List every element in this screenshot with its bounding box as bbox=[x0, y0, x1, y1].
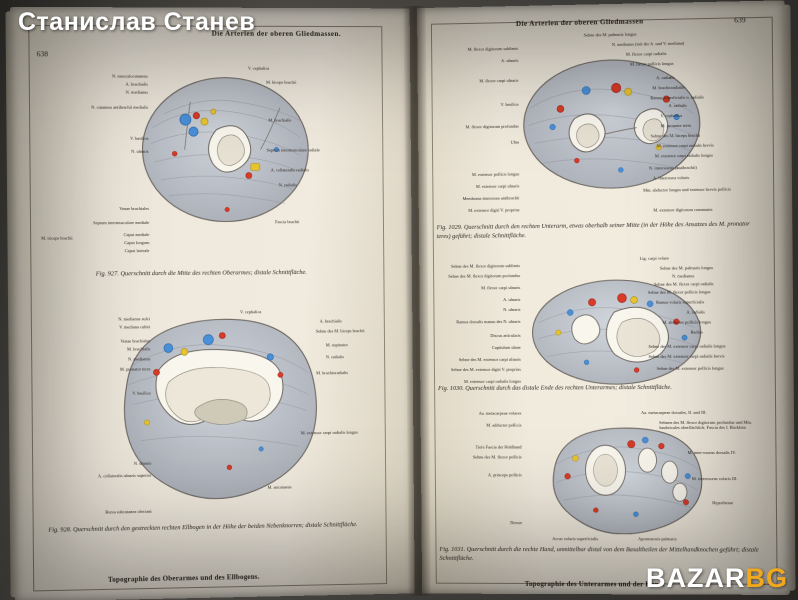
watermark-bazar-logo bbox=[646, 563, 788, 594]
label-927-l9: Caput longum bbox=[124, 240, 150, 246]
label-1029-r15: Mm. abductor longus und extensor brevis pollicis bbox=[643, 186, 731, 193]
label-1031-l3: Sehne des M. flexor pollicis bbox=[472, 454, 522, 460]
label-928-l9: Bursa subcutanea olecrani bbox=[105, 508, 152, 515]
label-928-l1: V. mediana cubiti bbox=[119, 324, 151, 330]
label-1030-r4: Sehne des M. flexor pollicis longus bbox=[647, 289, 711, 295]
label-1031-l2: Tiefe Fascia der Hohlhand bbox=[475, 444, 522, 450]
figure-1029-caption: Fig. 1029. Querschnitt durch den rechten Unterarm, etwas oberhalb seiner Mitte (in der Höhe des Ansatzes des M. pronator teres) geführt; distale Schnittfläche. bbox=[436, 220, 750, 240]
label-1031-r2: M. inter-osseus dorsalis IV. bbox=[687, 449, 737, 456]
label-1030-r7: M. abductor pollicis longus bbox=[662, 319, 711, 325]
label-927-l10: Caput laterale bbox=[124, 248, 150, 254]
label-1030-l9: Sehne des M. extensor digiti V. proprius bbox=[451, 366, 521, 373]
label-1029-r16: M. extensor digitorum communis bbox=[653, 206, 713, 213]
label-1029-r13: N. interosseus (antibrachii) bbox=[648, 164, 697, 171]
label-1031-r5: Aponeurosis palmaris bbox=[638, 536, 677, 542]
label-928-r0: V. cephalica bbox=[240, 309, 262, 315]
label-927-l3: N. cutaneus antibrachii medialis bbox=[91, 104, 149, 110]
label-1030-l1: Sehne des M. flexor digitorum profundus bbox=[448, 273, 521, 279]
watermark-photographer-name: Станислав Станев bbox=[18, 8, 256, 36]
label-1030-l7: Capitulum ulnae bbox=[491, 344, 521, 350]
watermark-bazar-suffix: BG bbox=[745, 563, 788, 593]
label-1030-r0: Lig. carpi volare bbox=[639, 255, 669, 261]
label-927-l1: A. brachialis bbox=[125, 81, 148, 87]
label-1030-l6: Discus articularis bbox=[490, 332, 521, 339]
label-927-l2: N. medianus bbox=[125, 89, 149, 95]
label-1030-l8: Sehne des M. extensor carpi ulnaris bbox=[458, 356, 521, 363]
label-1030-r1: Sehne des M. palmaris longus bbox=[659, 265, 713, 271]
label-1029-l1: A. ulnaris bbox=[501, 57, 519, 64]
label-928-l2: Venae brachiales bbox=[120, 338, 151, 344]
label-1031-r1: Sehnen des M. flexor digitorum profundus und Mm. lumbricales oberflächlich; Fascia des I. Rücklein bbox=[659, 419, 753, 431]
right-page-footer: Topographie des Unterarmes und der Hand. bbox=[524, 579, 665, 589]
label-927-l0: N. musculocutaneus bbox=[112, 73, 148, 79]
label-927-l8: Caput mediale bbox=[123, 231, 150, 238]
label-1029-l4: M. flexor digitorum profundus bbox=[465, 123, 519, 130]
label-1029-l8: Membrana interossea antibrachii bbox=[462, 195, 520, 202]
label-1030-r6: A. radialis bbox=[686, 309, 705, 315]
label-927-r0: V. cephalica bbox=[247, 65, 270, 71]
label-1029-r12: M. extensor carpi radialis longus bbox=[654, 152, 713, 159]
label-927-r4: A. collateralis radialis bbox=[270, 167, 310, 173]
label-1031-r0: Aa. metacarpeae dorsales, II. und III. bbox=[640, 409, 707, 416]
label-927-r6: Fascia brachii bbox=[275, 219, 300, 225]
label-1029-r4: A. radialis bbox=[656, 74, 675, 81]
left-running-head: Die Arterien der oberen Gliedmassen. bbox=[211, 29, 342, 38]
label-1029-l7: M. extensor carpi ulnaris bbox=[475, 183, 520, 189]
label-1030-r3: Sehne des M. flexor carpi radialis bbox=[653, 281, 714, 287]
label-928-r4: N. radialis bbox=[325, 354, 344, 360]
label-928-r6: M. extensor carpi radialis longus bbox=[300, 429, 358, 436]
label-1030-l10: M. extensor carpi radialis longus bbox=[463, 378, 522, 384]
label-1031-r4: Hypothenar bbox=[712, 500, 734, 506]
label-1030-r10: Sehne des M. extensor carpi radialis brevis bbox=[648, 353, 725, 359]
label-1029-r6: Ramus superficialis n. radialis bbox=[650, 94, 704, 101]
label-1029-r2: M. flexor carpi radialis bbox=[625, 50, 667, 57]
label-1029-r0: Sehne des M. palmaris longus bbox=[583, 31, 637, 38]
label-1029-r5: M. brachioradialis bbox=[652, 84, 685, 91]
label-928-l7: N. ulnaris bbox=[133, 460, 152, 466]
label-928-l8: A. collateralis ulnaris superior bbox=[97, 472, 152, 479]
figure-927-caption: Fig. 927. Querschnitt durch die Mitte des rechten Oberarmes; distale Schnittfläche. bbox=[95, 268, 307, 278]
label-1029-r11: M. extensor carpi radialis brevis bbox=[656, 142, 714, 149]
open-book bbox=[11, 3, 788, 600]
label-927-r2: M. brachialis bbox=[268, 117, 292, 123]
figure-928-caption: Fig. 928. Querschnitt durch den gestreckten rechten Ellbogen in der Höhe der beiden Nebenknorren; distale Schnittfläche. bbox=[48, 521, 358, 534]
label-1029-l5: Ulna bbox=[510, 139, 519, 145]
label-928-r7: M. anconaeus bbox=[267, 484, 292, 490]
label-928-r5: M. brachioradialis bbox=[316, 370, 348, 376]
right-page bbox=[417, 0, 790, 595]
label-1030-l4: N. ulnaris bbox=[503, 306, 521, 313]
label-1030-r2: N. medianus bbox=[671, 273, 695, 279]
label-1029-l9: M. extensor digiti V. proprius bbox=[468, 207, 520, 213]
label-1029-r1: N. medianus (mit der A. und V. mediana) bbox=[611, 40, 685, 48]
label-928-r3: M. supinator bbox=[325, 342, 348, 348]
label-927-r3: Septum intermusculare radiale bbox=[266, 147, 320, 153]
figure-1031-illustration bbox=[535, 414, 716, 535]
label-1031-r3: M. interosseus volaris III. bbox=[691, 476, 738, 482]
label-1029-r8: V. cephalica bbox=[660, 112, 683, 119]
label-1030-l0: Sehne des M. flexor digitorum sublimis bbox=[450, 263, 521, 269]
label-1030-l2: M. flexor carpi ulnaris bbox=[481, 285, 521, 291]
label-1029-r7: A. radialis bbox=[668, 102, 687, 109]
label-1030-r8: Radius bbox=[690, 329, 703, 335]
right-page-number: 639 bbox=[734, 15, 746, 25]
label-927-r1: M. biceps brachii bbox=[265, 79, 297, 85]
left-page bbox=[10, 7, 415, 600]
label-928-l4: N. medianus bbox=[128, 356, 151, 362]
label-1029-r9: M. pronator teres bbox=[660, 122, 692, 129]
label-1029-l6: M. extensor pollicis longus bbox=[471, 171, 520, 178]
label-927-group: M. triceps brachii bbox=[41, 235, 73, 241]
label-1031-l4: A. princeps pollicis bbox=[487, 472, 522, 478]
label-1029-l3: V. basilica bbox=[500, 101, 519, 107]
watermark-bazar-text: BAZAR bbox=[646, 563, 746, 593]
figure-1030-caption: Fig. 1030. Querschnitt durch das distale Ende des rechten Unterarmes; distale Schnittfläche. bbox=[438, 383, 672, 393]
label-1031-l6: Arcus volaris superficialis bbox=[552, 536, 599, 542]
label-1030-r9: Sehne des M. extensor carpi radialis longus bbox=[648, 343, 726, 349]
label-1031-l5: Thenar bbox=[509, 520, 523, 526]
left-page-number: 638 bbox=[36, 49, 49, 59]
label-1031-l0: Aa. metacarpeae volares bbox=[478, 410, 522, 416]
label-1029-r3: M. flexor pollicis longus bbox=[629, 60, 674, 67]
label-1030-l3: A. ulnaris bbox=[503, 296, 521, 303]
label-1029-l0: M. flexor digitorum sublimis bbox=[467, 45, 519, 52]
label-1030-r5: Ramus volaris superficialis bbox=[656, 299, 705, 305]
label-928-l6: V. basilica bbox=[132, 390, 151, 396]
label-1030-l5: Ramus dorsalis manus des N. ulnaris bbox=[456, 318, 521, 325]
label-928-l0: N. medianus sulci bbox=[118, 316, 151, 322]
label-927-l7: Septum intermusculare mediale bbox=[93, 219, 150, 226]
label-927-l6: Venae brachiales bbox=[119, 205, 150, 212]
right-running-head: Die Arterien der oberen Gliedmassen bbox=[515, 17, 644, 28]
label-1031-l1: M. adductor pollicis bbox=[486, 422, 522, 428]
label-928-r2: Sehne des M. biceps brachii bbox=[315, 328, 365, 334]
left-page-footer: Topographie des Oberarmes und des Ellbogens. bbox=[107, 572, 260, 584]
label-927-l5: N. ulnaris bbox=[131, 148, 149, 154]
label-927-l4: V. basilica bbox=[130, 135, 149, 141]
label-928-l5: M. pronator teres bbox=[119, 366, 151, 372]
label-927-r5: N. radialis bbox=[278, 182, 297, 188]
label-1029-r10: Sehne des M. biceps brachii bbox=[650, 132, 701, 139]
label-928-l3: M. brachialis bbox=[126, 346, 151, 352]
label-928-r1: A. brachialis bbox=[319, 318, 342, 324]
label-1030-r11: Sehne des M. extensor pollicis longus bbox=[656, 365, 724, 371]
label-1029-l2: M. flexor carpi ulnaris bbox=[479, 77, 519, 84]
label-1029-r14: A. interossea volaris bbox=[652, 175, 690, 181]
figure-1031-caption: Fig. 1031. Querschnitt durch die rechte Hand, unmittelbar distal von dem Basaltheilen der Mittelhandknochen geführt; distale Schnittfläche. bbox=[439, 545, 759, 562]
